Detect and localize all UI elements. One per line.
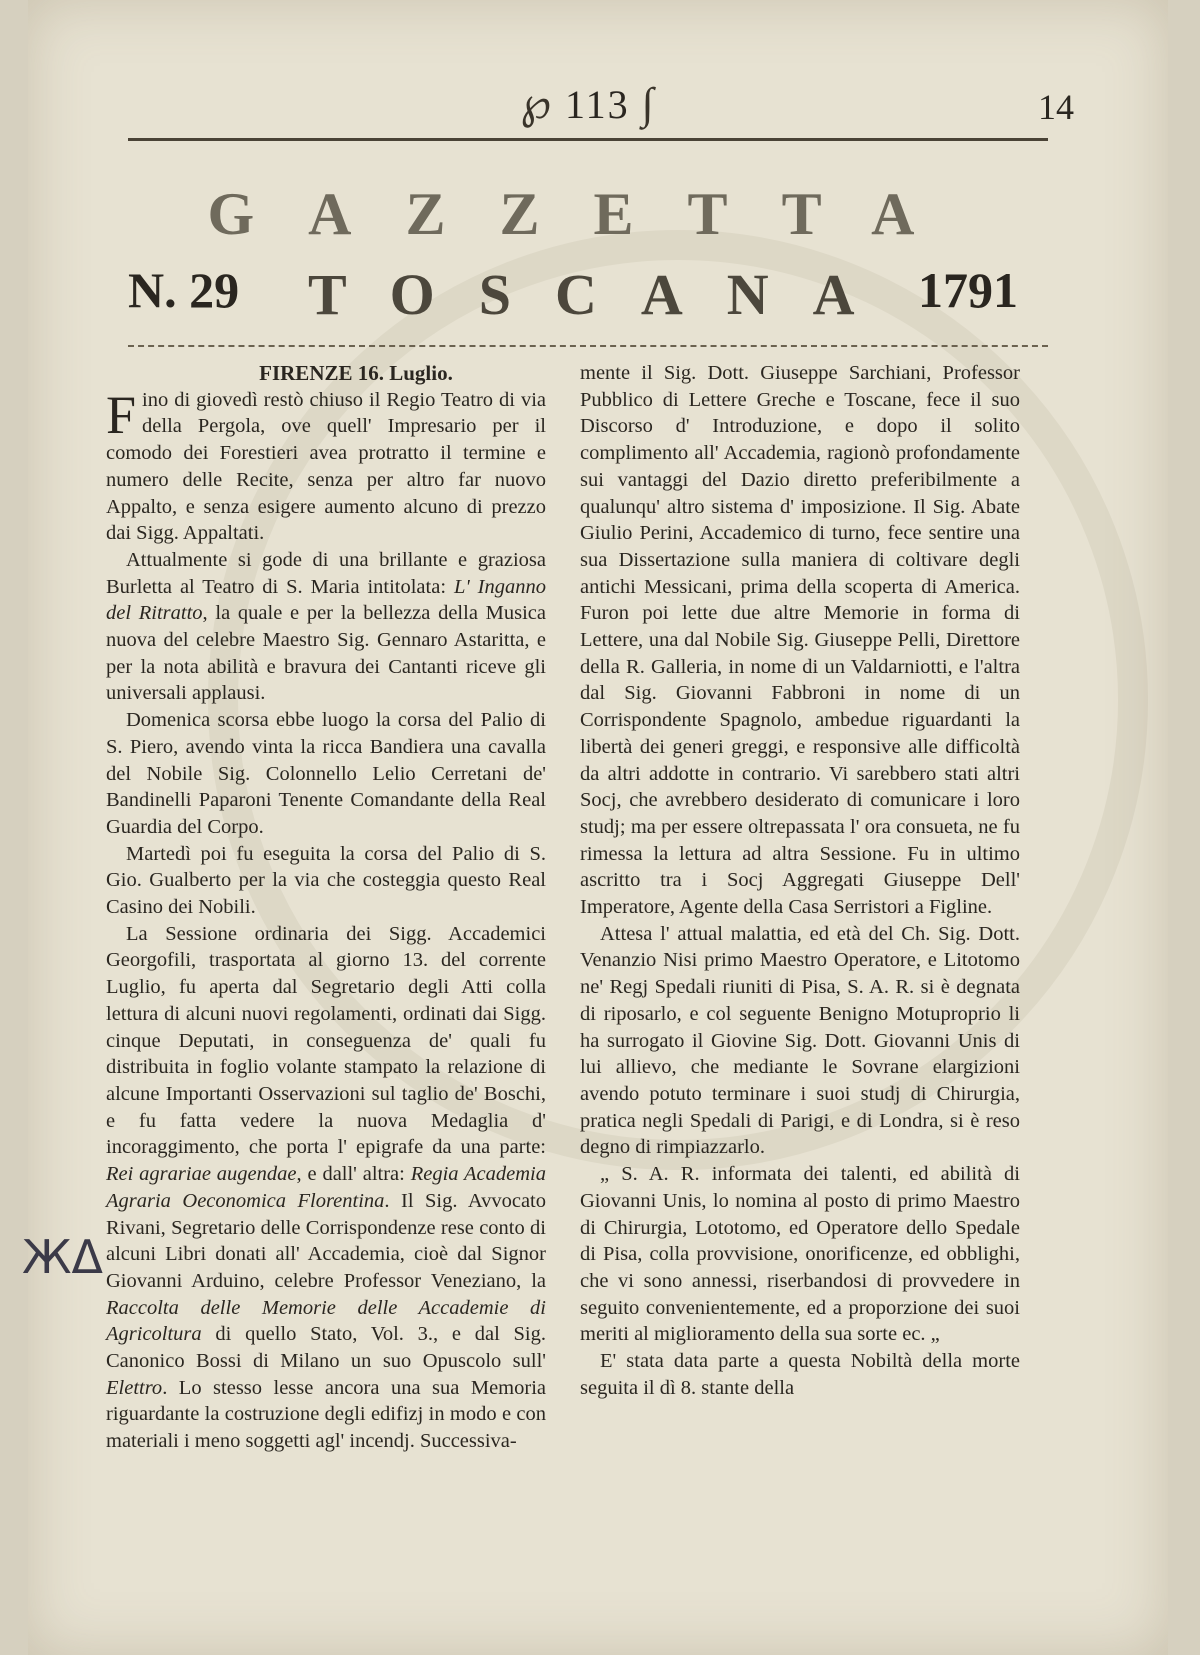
masthead-title-line1: GAZZETTA [207,181,969,247]
page-number [458,78,718,129]
handwritten-margin-mark: ЖΔ [22,1230,104,1284]
masthead-title-line2: TOSCANA [308,262,899,327]
page-header [28,78,1168,138]
right-column [580,360,1020,1401]
opera-title: L' Inganno del Ritratto [106,575,546,625]
medal-motto-1: Rei agrariae augendae [106,1163,297,1186]
article-paragraph: E' stata data parte a questa Nobiltà della morte seguita il dì 8. stante della [580,1350,1020,1399]
issue-year: 1791 [918,262,1018,318]
article-paragraph: Fino di giovedì restò chiuso il Regio Teatro di via della Pergola, ove quell' Impresario per il comodo dei Forestieri avea protratto il termine e numero delle Recite, senza per altro far nuovo Appalto, e senza esigere aumento alcuno di prezzo dai Sigg. Appaltati. [106,384,546,545]
masthead-rule [128,345,1048,347]
article-paragraph: Martedì poi fu eseguita la corsa del Palio di S. Gio. Gualberto per la via che costeggia questo Real Casino dei Nobili. [106,842,546,919]
book-title: Raccolta delle Memorie delle Accademie di Agricoltura [106,1296,546,1346]
corner-number: 14 [1038,87,1074,127]
article-paragraph: Domenica scorsa ebbe luogo la corsa del Palio di S. Piero, avendo vinta la ricca Bandiera una cavalla del Nobile Sig. Colonnello Lelio Cerretani de' Bandinelli Paparoni Tenente Comandante della Real Guardia del Corpo. [106,709,546,838]
newspaper-page [28,0,1168,1655]
article-paragraph: La Sessione ordinaria dei Sigg. Accademici Georgofili, trasportata al giorno 13. del corrente Luglio, fu aperta dal Segretario degli Atti colla lettura di alcuni nuovi regolamenti, ordinati dai Sigg. cinque Deputati, in conseguenza de' quali fu distribuita in foglio volante stampato la relazione di alcune Importanti Osservazioni sul taglio de' Boschi, e fu fatta vedere la nuova Medaglia d' incoraggimento, che porta l' epigrafe da una parte: Rei agrariae augendae, e dall' altra: Regia Academia Agraria Oeconomica Florentina. Il Sig. Avvocato Rivani, Segretario delle Corrispondenze rese conto di alcuni Libri donati all' Accademia, cioè dal Signor Giovanni Arduino, celebre Professor Veneziano, la Raccolta delle Memorie delle Accademie di Agricoltura di quello Stato, Vol. 3., e dal Sig. Canonico Bossi di Milano un suo Opuscolo sull' Elettro. Lo stesso lesse ancora una sua Memoria riguardante la costruzione degli edifizj in modo e con materiali i meno soggetti agl' incendj. Successiva- [106,922,546,1453]
opuscolo-title: Elettro [106,1376,163,1399]
ornament-right-icon: ∫ [641,79,656,128]
dateline: FIRENZE 16. Luglio. [259,361,453,385]
issue-number: N. 29 [128,262,240,318]
article-paragraph: Attualmente si gode di una brillante e graziosa Burletta al Teatro di S. Maria intitolata: L' Inganno del Ritratto, la quale e per la bellezza della Musica nuova del celebre Maestro Sig. Gennaro Astaritta, e per la nota abilità e bravura dei Cantanti riceve gli universali applausi. [106,548,546,705]
article-paragraph: mente il Sig. Dott. Giuseppe Sarchiani, Professor Pubblico di Lettere Greche e Toscane, fece il suo Discorso d' Introduzione, e dopo il solito complimento all' Accademia, ragionò profondamente sui vantaggi del Dazio diretto preferibilmente a qualunqu' altro sistema d' imposizione. Il Sig. Abate Giulio Perini, Accademico di turno, fece sentire una sua Dissertazione sulla maniera di coltivare degli antichi Messicani, prima della scoperta di America. Furon poi lette due altre Memorie in forma di Lettere, una dal Nobile Sig. Giuseppe Pelli, Direttore della R. Galleria, in nome di un Valdarniotti, e l'altra dal Sig. Giovanni Fabbroni in nome di un Corrispondente Spagnolo, ambedue riguardanti la libertà dei generi greggi, e responsive alle difficoltà da altri addotte in contrario. Vi sarebbero stati altri Socj, che avrebbero desiderato di comunicare i loro studj; ma per essere oltrepassata l' ora consueta, ne fu rimessa la lettura ad altra Sessione. Fu in ultimo ascritto tra i Socj Aggregati Giuseppe Dell' Imperatore, Agente della Casa Serristori a Figline. [580,362,1020,919]
ornament-left-icon: ℘ [520,79,554,128]
article-paragraph: „ S. A. R. informata dei talenti, ed abilità di Giovanni Unis, lo nomina al posto di primo Maestro di Chirurgia, Lototomo, ed Operatore dello Spedale di Pisa, colla provvisione, onorificenze, ed obblighi, che vi sono annessi, riserbandosi di provvedere in seguito convenientemente, ed a proporzione dei suoi meriti al miglioramento della sua sorte ec. „ [580,1163,1020,1346]
medal-motto-2: Regia Academia Agraria Oeconomica Florentina [106,1163,546,1212]
page-number-value: 113 [565,82,630,127]
top-rule [128,138,1048,141]
masthead-line2 [128,255,1048,335]
drop-cap: F [106,384,137,445]
left-column [106,360,546,1455]
article-paragraph: Attesa l' attual malattia, ed età del Ch. Sig. Dott. Venanzio Nisi primo Maestro Operatore, e Litotomo ne' Regj Spedali riuniti di Pisa, S. A. R. si è degnata di riposarlo, e col seguente Benigno Motuproprio li ha surrogato il Giovine Sig. Dott. Giovanni Unis di lui allievo, che mediante le Sovrane elargizioni avendo potuto terminare i suoi studj di Chirurgia, pratica negli Spedali di Parigi, e di Londra, si è reso degno di rimpiazzarlo. [580,922,1020,1159]
